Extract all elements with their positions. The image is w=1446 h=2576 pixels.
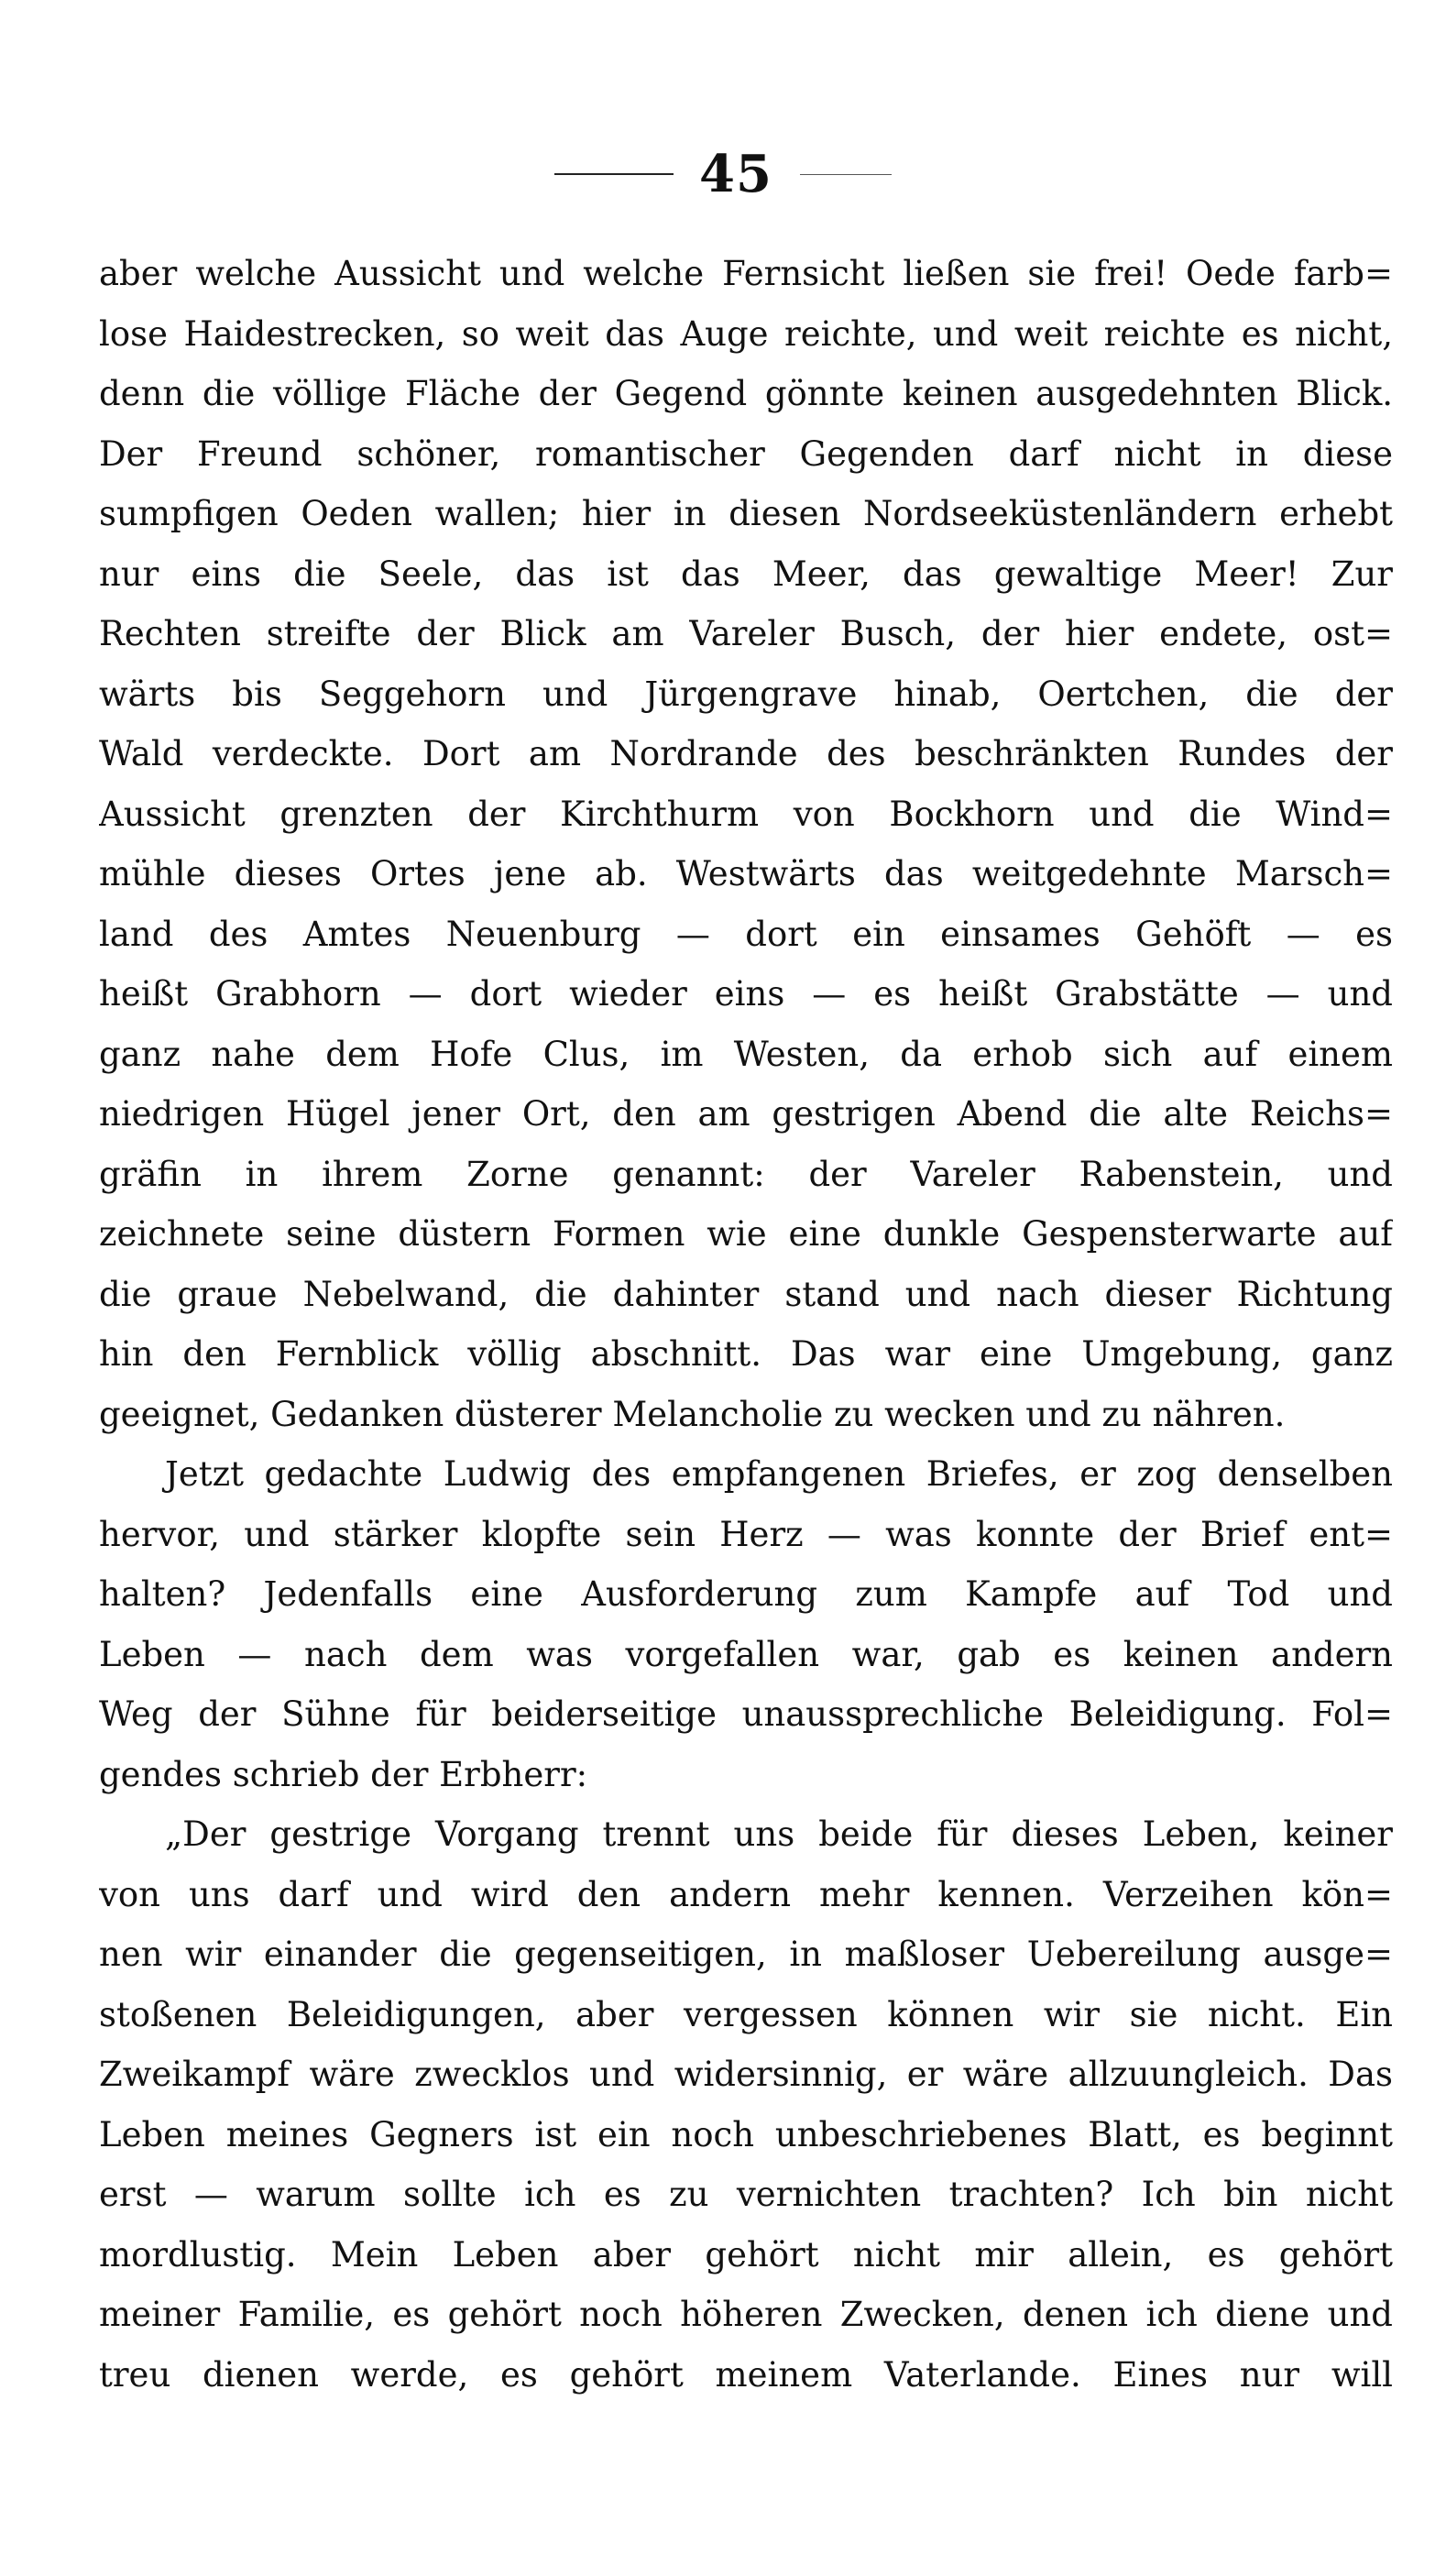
text-line: Der Freund schöner, romantischer Gegenden darf nicht in diese [99,433,1393,474]
text-line: halten? Jedenfalls eine Ausforderung zum Kampfe auf Tod und [99,1574,1393,1614]
text-line: von uns darf und wird den andern mehr kennen. Verzeihen kön= [99,1874,1393,1914]
text-line: stoßenen Beleidigungen, aber vergessen können wir sie nicht. Ein [99,1994,1393,2034]
text-line: erst — warum sollte ich es zu vernichten trachten? Ich bin nicht [99,2175,1393,2214]
header-rule-right [800,174,892,175]
text-line: Jetzt gedachte Ludwig des empfangenen Briefes, er zog denselben [165,1454,1393,1494]
text-line: land des Amtes Neuenburg — dort ein einsames Gehöft — es [99,914,1393,954]
body-text [99,244,1393,2405]
text-line: niedrigen Hügel jener Ort, den am gestrigen Abend die alte Reichs= [99,1094,1393,1134]
page-header [0,137,1446,211]
text-line: hin den Fernblick völlig abschnitt. Das war eine Umgebung, ganz [99,1334,1393,1374]
text-line: hervor, und stärker klopfte sein Herz — was konnte der Brief ent= [99,1514,1393,1554]
page-number: 45 [699,144,772,204]
text-line: gräfin in ihrem Zorne genannt: der Vareler Rabenstein, und [99,1154,1393,1194]
text-line: mordlustig. Mein Leben aber gehört nicht mir allein, es gehört [99,2234,1393,2275]
text-line: treu dienen werde, es gehört meinem Vaterlande. Eines nur will [99,2354,1393,2395]
text-line: die graue Nebelwand, die dahinter stand und nach dieser Richtung [99,1274,1393,1314]
text-line: heißt Grabhorn — dort wieder eins — es heißt Grabstätte — und [99,974,1393,1014]
text-line: gendes schrieb der Erbherr: [99,1754,588,1794]
text-line: „Der gestrige Vorgang trennt uns beide für dieses Leben, keiner [165,1814,1393,1854]
text-line: lose Haidestrecken, so weit das Auge reichte, und weit reichte es nicht, [99,313,1393,354]
text-line: Wald verdeckte. Dort am Nordrande des beschränkten Rundes der [99,734,1393,773]
header-rule-left [554,173,674,175]
text-line: meiner Familie, es gehört noch höheren Zwecken, denen ich diene und [99,2295,1393,2334]
text-line: wärts bis Seggehorn und Jürgengrave hinab, Oertchen, die der [99,674,1393,714]
text-line: ganz nahe dem Hofe Clus, im Westen, da erhob sich auf einem [99,1034,1393,1074]
text-line: sumpfigen Oeden wallen; hier in diesen Nordseeküstenländern erhebt [99,494,1393,533]
text-line: geeignet, Gedanken düsterer Melancholie zu wecken und zu nähren. [99,1394,1286,1434]
text-line: aber welche Aussicht und welche Fernsicht ließen sie frei! Oede farb= [99,254,1393,293]
text-line: denn die völlige Fläche der Gegend gönnte keinen ausgedehnten Blick. [99,374,1393,413]
text-line: nen wir einander die gegenseitigen, in maßloser Uebereilung ausge= [99,1935,1393,1974]
text-line: Zweikampf wäre zwecklos und widersinnig, er wäre allzuungleich. Das [99,2055,1393,2094]
text-line: Leben — nach dem was vorgefallen war, gab es keinen andern [99,1634,1393,1674]
text-line: Rechten streifte der Blick am Vareler Busch, der hier endete, ost= [99,614,1393,653]
text-line: Weg der Sühne für beiderseitige unaussprechliche Beleidigung. Fol= [99,1694,1393,1734]
text-line: Aussicht grenzten der Kirchthurm von Bockhorn und die Wind= [99,794,1393,834]
text-line: Leben meines Gegners ist ein noch unbeschriebenes Blatt, es beginnt [99,2114,1393,2154]
text-line: mühle dieses Ortes jene ab. Westwärts das weitgedehnte Marsch= [99,854,1393,893]
text-line: nur eins die Seele, das ist das Meer, das gewaltige Meer! Zur [99,554,1393,594]
text-line: zeichnete seine düstern Formen wie eine dunkle Gespensterwarte auf [99,1214,1393,1254]
